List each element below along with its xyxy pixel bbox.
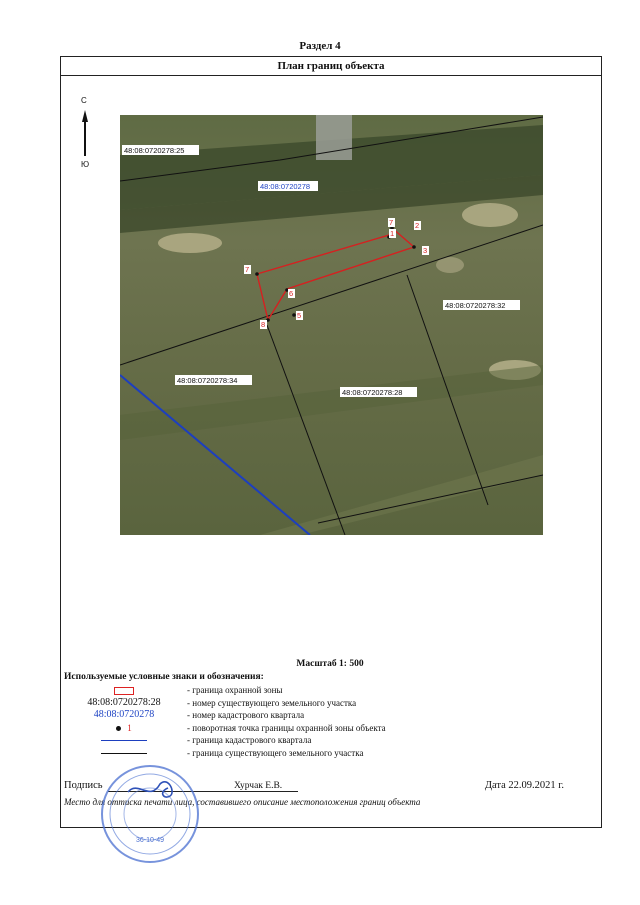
point-label: 6 [289, 289, 294, 298]
signature-label: Подпись [64, 780, 103, 791]
zone-rect-icon [114, 687, 134, 695]
scale-label: Масштаб 1: 500 [296, 659, 364, 669]
legend-item: 48:08:0720278 - номер кадастрового квартала [93, 709, 305, 720]
map-area [120, 115, 543, 535]
point-label: 7 [389, 218, 394, 227]
aerial-map [120, 115, 543, 535]
signature-date: Дата 22.09.2021 г. [484, 780, 564, 791]
plan-title: План границ объекта [61, 57, 601, 76]
black-line-icon [101, 753, 147, 754]
legend-item: 48:08:0720278:28 - номер существующего земельного участка [87, 696, 357, 708]
north-arrow [76, 96, 100, 172]
stamp-number: 36-10-49 [135, 837, 165, 844]
point-label: 2 [415, 221, 420, 230]
stamp-place-note: Место для оттиска печати лица, составившего описание местоположения границ объекта [64, 797, 421, 807]
point-label: 7 [245, 265, 250, 274]
legend-item: 1 - поворотная точка границы охранной зоны объекта [64, 722, 464, 735]
legend-title: Используемые условные знаки и обозначения: [64, 672, 264, 682]
point-label: 8 [261, 320, 266, 329]
point-label: 1 [390, 229, 395, 238]
compass-south-label: Ю [81, 160, 90, 169]
legend-item: - граница кадастрового квартала [64, 734, 464, 747]
parcel-label: 48:08:0720278:32 [445, 301, 506, 310]
legend [64, 684, 464, 759]
section-title: Раздел 4 [299, 40, 341, 52]
parcel-label: 48:08:0720278:28 [342, 388, 403, 397]
stamp-seal [98, 762, 202, 866]
point-label: 3 [423, 246, 428, 255]
blue-line-icon [101, 740, 147, 741]
parcel-label: 48:08:0720278:34 [177, 376, 238, 385]
legend-item: - граница охранной зоны [64, 684, 464, 697]
point-label: 5 [297, 311, 302, 320]
point-dot-icon [116, 726, 121, 731]
signer-name: Хурчак Е.В. [234, 781, 283, 791]
parcel-label: 48:08:0720278:25 [124, 146, 185, 155]
compass-north-label: С [81, 96, 87, 105]
legend-item: - граница существующего земельного участка [64, 747, 464, 760]
quarter-label: 48:08:0720278 [260, 182, 311, 191]
